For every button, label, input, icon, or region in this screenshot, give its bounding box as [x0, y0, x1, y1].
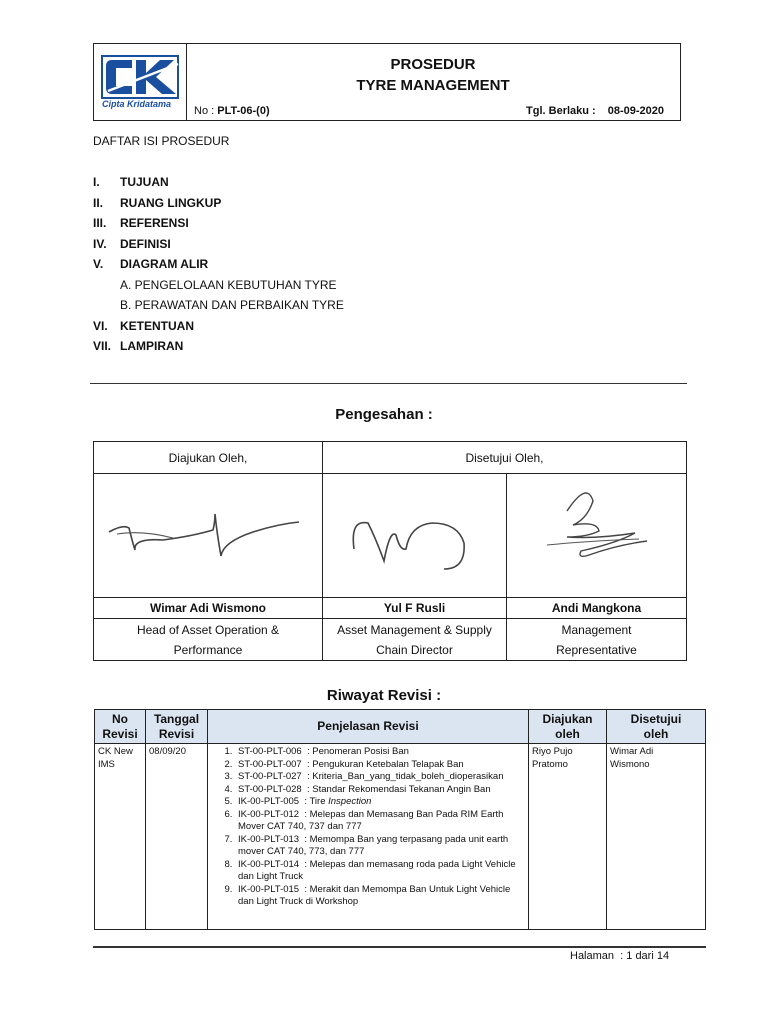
signature-2	[323, 474, 507, 598]
col-desc: Penjelasan Revisi	[208, 710, 529, 744]
table-row	[95, 744, 706, 930]
list-item: 8. IK-00-PLT-014 : Melepas dan memasang roda pada Light Vehicle dan Light Truck	[235, 859, 525, 884]
cell-desc	[208, 744, 529, 930]
approval-heading: Pengesahan :	[335, 406, 433, 423]
signature-icon	[527, 479, 667, 589]
approval-table	[93, 441, 687, 661]
document-number: No : PLT-06-(0)	[194, 105, 270, 117]
signature-icon	[103, 494, 313, 574]
signer-name: Andi Mangkona	[507, 598, 687, 619]
approved-by-label: Disetujui Oleh,	[323, 442, 687, 474]
signer-role: Management Representative	[507, 619, 687, 661]
col-approved: Disetujui oleh	[607, 710, 706, 744]
revision-heading: Riwayat Revisi :	[326, 687, 442, 704]
signature-3	[507, 474, 687, 598]
list-item: 6. IK-00-PLT-012 : Melepas dan Memasang Ban Pada RIM Earth Mover CAT 740, 737 dan 777	[235, 809, 525, 834]
logo-text: Cipta Kridatama	[102, 99, 172, 109]
title-line-1: PROSEDUR	[390, 56, 476, 73]
list-item: 5. IK-00-PLT-005 : Tire Inspection	[235, 796, 525, 809]
page-number: Halaman : 1 dari 14	[570, 950, 670, 962]
list-item: 7. IK-00-PLT-013 : Memompa Ban yang terpasang pada unit earth mover CAT 740, 773, dan 777	[235, 834, 525, 859]
signer-name: Yul F Rusli	[323, 598, 507, 619]
list-item: 1. ST-00-PLT-006 : Penomeran Posisi Ban	[235, 746, 525, 759]
cell-no: CK New IMS	[95, 744, 146, 930]
list-item: 4. ST-00-PLT-028 : Standar Rekomendasi Tekanan Angin Ban	[235, 784, 525, 797]
title-line-2: TYRE MANAGEMENT	[356, 77, 510, 94]
cell-date: 08/09/20	[146, 744, 208, 930]
signer-role: Asset Management & Supply Chain Director	[323, 619, 507, 661]
toc-title: DAFTAR ISI PROSEDUR	[93, 134, 230, 148]
effective-date: Tgl. Berlaku : 08-09-2020	[526, 105, 664, 117]
list-item: 9. IK-00-PLT-015 : Merakit dan Memompa Ban Untuk Light Vehicle dan Light Truck di Workshop	[235, 884, 525, 909]
cell-approved: Wimar Adi Wismono	[607, 744, 706, 930]
footer-divider	[93, 946, 706, 948]
col-date: Tanggal Revisi	[146, 710, 208, 744]
col-no: No Revisi	[95, 710, 146, 744]
document-title	[186, 54, 680, 96]
list-item: 3. ST-00-PLT-027 : Kriteria_Ban_yang_tidak_boleh_dioperasikan	[235, 771, 525, 784]
col-submitted: Diajukan oleh	[529, 710, 607, 744]
submitted-by-label: Diajukan Oleh,	[94, 442, 323, 474]
signature-icon	[340, 489, 490, 579]
revision-table	[94, 709, 706, 930]
signer-role: Head of Asset Operation & Performance	[94, 619, 323, 661]
signature-1	[94, 474, 323, 598]
document-header	[93, 43, 681, 121]
company-logo	[94, 44, 187, 120]
signer-name: Wimar Adi Wismono	[94, 598, 323, 619]
divider	[90, 383, 687, 384]
list-item: 2. ST-00-PLT-007 : Pengukuran Ketebalan Telapak Ban	[235, 759, 525, 772]
cell-submitted: Riyo Pujo Pratomo	[529, 744, 607, 930]
